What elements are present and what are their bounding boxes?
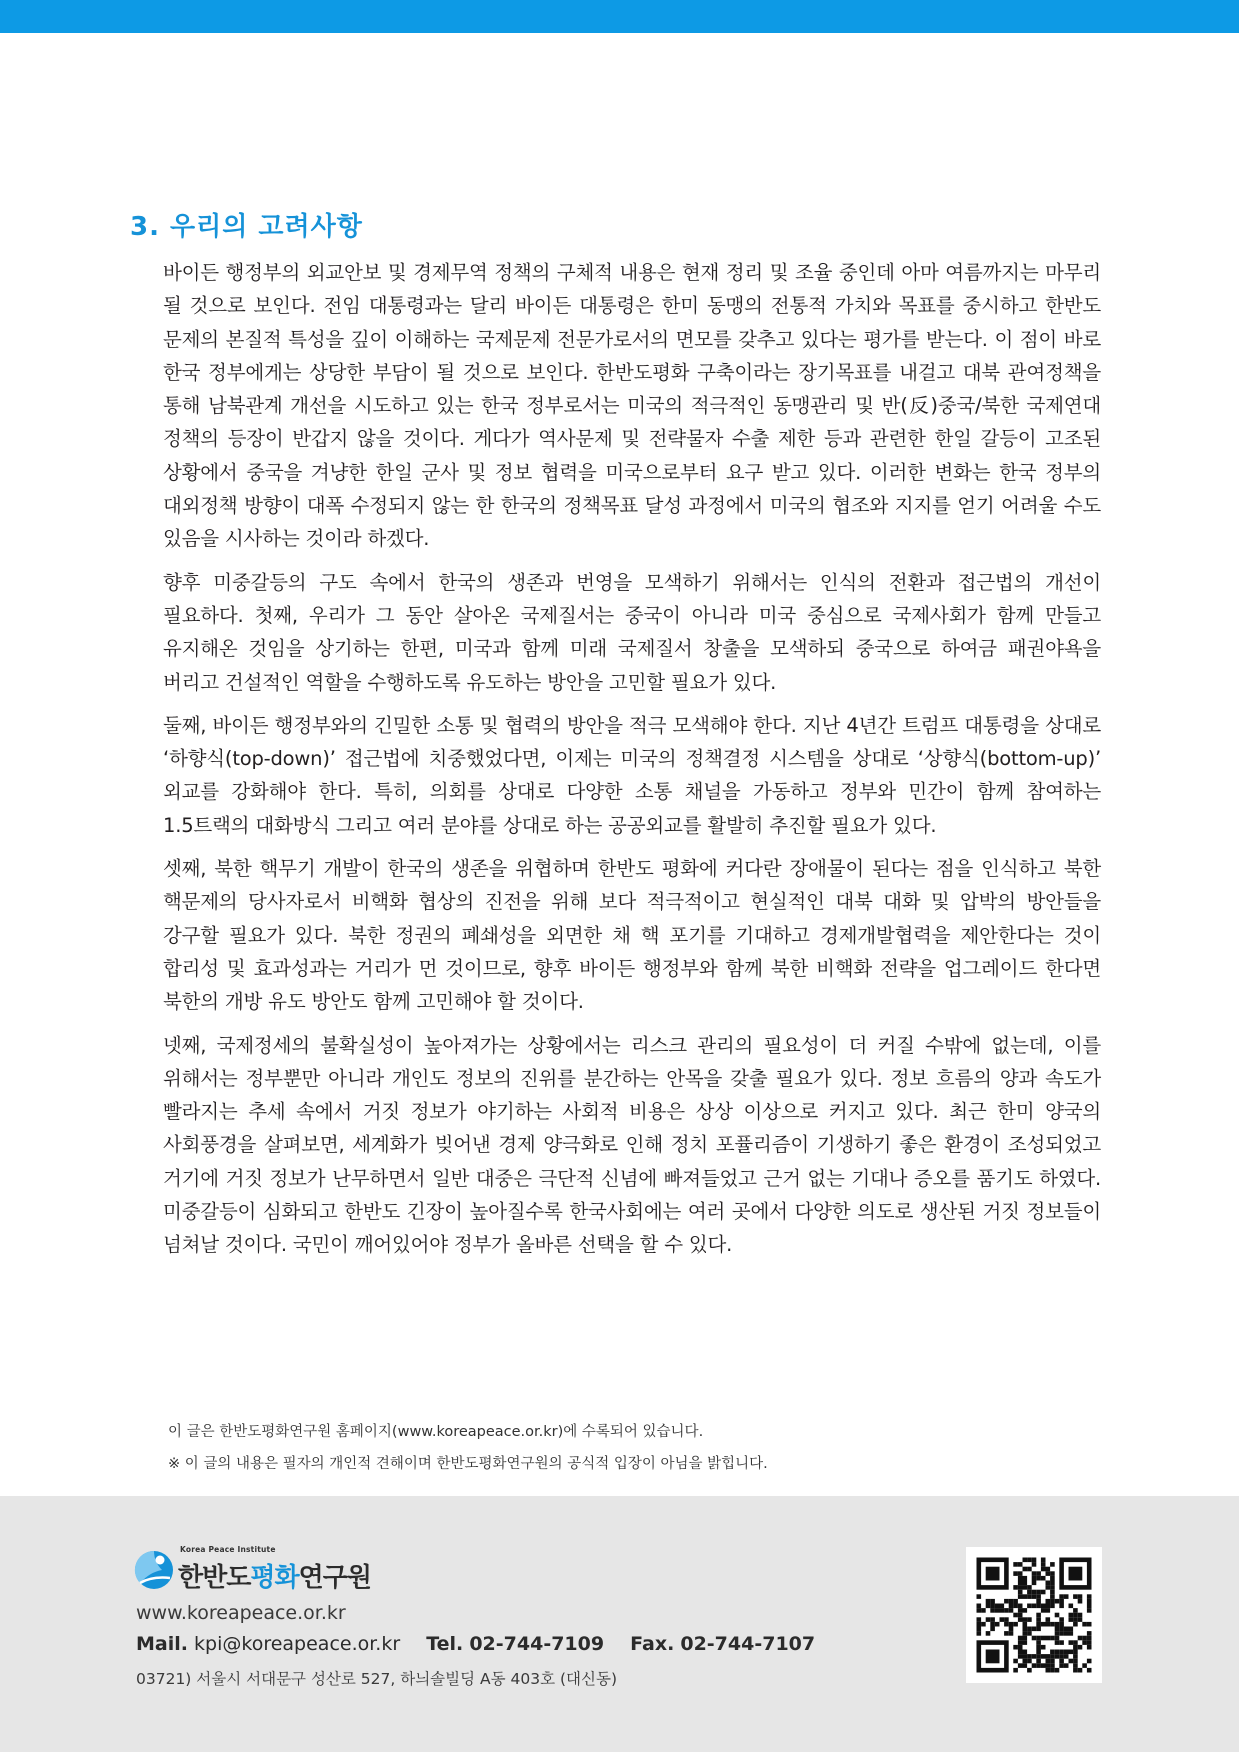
paragraph-1: 바이든 행정부의 외교안보 및 경제무역 정책의 구체적 내용은 현재 정리 및 조율 중인데 아마 여름까지는 마무리 될 것으로 보인다. 전임 대통령과는 달리 바이든 대통령은 한미 동맹의 전통적 가치와 목표를 중시하고 한반도 문제의 본질적 특성을 깊이 이해하는 국제문제 전문가로서의 면모를 갖추고 있다는 평가를 받는다. 이 점이 바로 한국 정부에게는 상당한 부담이 될 것으로 보인다. 한반도평화 구축이라는 장기목표를 내걸고 대북 관여정책을 통해 남북관계 개선을 시도하고 있는 한국 정부로서는 미국의 적극적인 동맹관리 및 반(反)중국/북한 국제연대 정책의 등장이 반갑지 않을 것이다. 게다가 역사문제 및 전략물자 수출 제한 등과 관련한 한일 갈등이 고조된 상황에서 중국을 겨냥한 한일 군사 및 정보 협력을 미국으로부터 요구 받고 있다. 이러한 변화는 한국 정부의 대외정책 방향이 대폭 수정되지 않는 한 한국의 정책목표 달성 과정에서 미국의 협조와 지지를 얻기 어려울 수도 있음을 시사하는 것이라 하겠다. — [163, 261, 1101, 551]
section-body — [163, 256, 1101, 1272]
logo-korean-name: 한반도평화연구원 — [178, 1563, 371, 1593]
peace-swirl-icon — [132, 1548, 176, 1592]
address: 03721) 서울시 서대문구 성산로 527, 하늬솔빌딩 A동 403호 (대신동) — [136, 1670, 618, 1688]
website-link[interactable]: www.koreapeace.or.kr — [136, 1602, 346, 1624]
mail-label: Mail. — [136, 1633, 188, 1655]
section-title: 3. 우리의 고려사항 — [130, 212, 363, 242]
paragraph-4: 셋째, 북한 핵무기 개발이 한국의 생존을 위협하며 한반도 평화에 커다란 장애물이 된다는 점을 인식하고 북한 핵문제의 당사자로서 비핵화 협상의 진전을 위해 보다 적극적이고 현실적인 대북 대화 및 압박의 방안들을 강구할 필요가 있다. 북한 정권의 폐쇄성을 외면한 채 핵 포기를 기대하고 경제개발협력을 제안한다는 것이 합리성 및 효과성과는 거리가 먼 것이므로, 향후 바이든 행정부와 함께 북한 비핵화 전략을 업그레이드 한다면 북한의 개방 유도 방안도 함께 고민해야 할 것이다. — [163, 857, 1101, 1014]
top-accent-bar — [0, 0, 1239, 33]
disclaimer-note: ※ 이 글의 내용은 필자의 개인적 견해이며 한반도평화연구원의 공식적 입장이 아님을 밝힙니다. — [168, 1456, 768, 1472]
tel-label: Tel. — [426, 1633, 464, 1655]
mail-link[interactable]: kpi@koreapeace.or.kr — [194, 1633, 401, 1655]
qr-code-icon — [966, 1547, 1102, 1683]
kpi-logo — [132, 1545, 372, 1595]
paragraph-3: 둘째, 바이든 행정부와의 긴밀한 소통 및 협력의 방안을 적극 모색해야 한다. 지난 4년간 트럼프 대통령을 상대로 ‘하향식(top-down)’ 접근법에 치중했었다면, 이제는 미국의 정책결정 시스템을 상대로 ‘상향식(bottom-up)’ 외교를 강화해야 한다. 특히, 의회를 상대로 다양한 소통 채널을 가동하고 정부와 민간이 함께 참여하는 1.5트랙의 대화방식 그리고 여러 분야를 상대로 하는 공공외교를 활발히 추진할 필요가 있다. — [163, 713, 1101, 837]
fax-value: 02-744-7107 — [680, 1633, 816, 1655]
footer — [0, 1496, 1239, 1752]
paragraph-2: 향후 미중갈등의 구도 속에서 한국의 생존과 번영을 모색하기 위해서는 인식의 전환과 접근법의 개선이 필요하다. 첫째, 우리가 그 동안 살아온 국제질서는 중국이 아니라 미국 중심으로 국제사회가 함께 만들고 유지해온 것임을 상기하는 한편, 미국과 함께 미래 국제질서 창출을 모색하되 중국으로 하여금 패권야욕을 버리고 건설적인 역할을 수행하도록 유도하는 방안을 고민할 필요가 있다. — [163, 570, 1101, 694]
contact-line — [136, 1633, 815, 1655]
fax-label: Fax. — [630, 1633, 675, 1655]
source-note: 이 글은 한반도평화연구원 홈페이지(www.koreapeace.or.kr)에 수록되어 있습니다. — [168, 1424, 704, 1440]
tel-value: 02-744-7109 — [469, 1633, 605, 1655]
logo-english-name: Korea Peace Institute — [180, 1545, 276, 1554]
paragraph-5: 넷째, 국제정세의 불확실성이 높아져가는 상황에서는 리스크 관리의 필요성이 더 커질 수밖에 없는데, 이를 위해서는 정부뿐만 아니라 개인도 정보의 진위를 분간하는 안목을 갖출 필요가 있다. 정보 흐름의 양과 속도가 빨라지는 추세 속에서 거짓 정보가 야기하는 사회적 비용은 상상 이상으로 커지고 있다. 최근 한미 양국의 사회풍경을 살펴보면, 세계화가 빚어낸 경제 양극화로 인해 정치 포퓰리즘이 기생하기 좋은 환경이 조성되었고 거기에 거짓 정보가 난무하면서 일반 대중은 극단적 신념에 빠져들었고 근거 없는 기대나 증오를 품기도 하였다. 미중갈등이 심화되고 한반도 긴장이 높아질수록 한국사회에는 여러 곳에서 다양한 의도로 생산된 거짓 정보들이 넘쳐날 것이다. 국민이 깨어있어야 정부가 올바른 선택을 할 수 있다. — [163, 1033, 1101, 1257]
